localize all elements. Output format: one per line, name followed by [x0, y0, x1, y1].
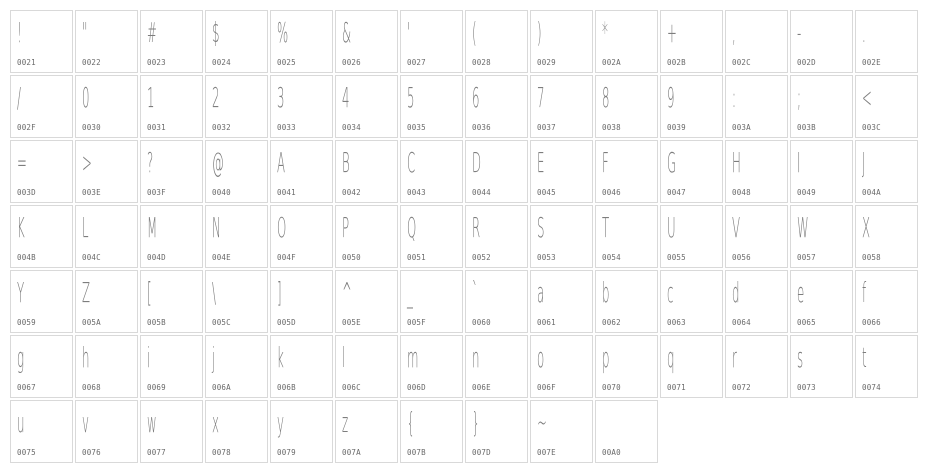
glyph-character: _ — [407, 276, 413, 309]
glyph-character: J — [862, 146, 866, 179]
glyph-character: 1 — [147, 81, 155, 114]
glyph-codepoint-label: 0043 — [407, 188, 426, 197]
glyph-character: 4 — [342, 81, 350, 114]
glyph-codepoint-label: 0064 — [732, 318, 751, 327]
glyph-character: U — [667, 211, 676, 244]
glyph-codepoint-label: 0074 — [862, 383, 881, 392]
glyph-codepoint-label: 0077 — [147, 448, 166, 457]
glyph-codepoint-label: 0031 — [147, 123, 166, 132]
glyph-character: F — [602, 146, 609, 179]
glyph-cell[interactable] — [595, 140, 658, 203]
glyph-codepoint-label: 003C — [862, 123, 881, 132]
glyph-character: = — [17, 146, 27, 179]
glyph-cell[interactable] — [725, 205, 788, 268]
glyph-character: y — [277, 406, 284, 439]
glyph-character: Q — [407, 211, 417, 244]
glyph-codepoint-label: 006C — [342, 383, 361, 392]
glyph-character: k — [277, 341, 284, 374]
glyph-codepoint-label: 006F — [537, 383, 556, 392]
glyph-codepoint-label: 002F — [17, 123, 36, 132]
glyph-codepoint-label: 0075 — [17, 448, 36, 457]
glyph-cell[interactable] — [855, 75, 918, 138]
glyph-character: ? — [147, 146, 154, 179]
glyph-codepoint-label: 003D — [17, 188, 36, 197]
glyph-codepoint-label: 0039 — [667, 123, 686, 132]
glyph-cell[interactable] — [335, 140, 398, 203]
glyph-cell[interactable] — [530, 335, 593, 398]
glyph-character: S — [537, 211, 545, 244]
glyph-character: c — [667, 276, 674, 309]
glyph-character: " — [82, 16, 88, 49]
glyph-character: 3 — [277, 81, 285, 114]
glyph-cell[interactable] — [855, 335, 918, 398]
glyph-character: V — [732, 211, 741, 244]
glyph-cell[interactable] — [140, 400, 203, 463]
glyph-character: : — [732, 81, 736, 114]
glyph-character: W — [797, 211, 809, 244]
glyph-codepoint-label: 007E — [537, 448, 556, 457]
glyph-codepoint-label: 0037 — [537, 123, 556, 132]
glyph-cell[interactable] — [10, 75, 73, 138]
glyph-codepoint-label: 0051 — [407, 253, 426, 262]
glyph-codepoint-label: 003B — [797, 123, 816, 132]
glyph-codepoint-label: 0050 — [342, 253, 361, 262]
glyph-cell[interactable] — [270, 10, 333, 73]
glyph-cell[interactable] — [660, 270, 723, 333]
glyph-character: T — [602, 211, 610, 244]
glyph-cell[interactable] — [465, 335, 528, 398]
glyph-character: 0 — [82, 81, 90, 114]
glyph-character: ' — [407, 16, 411, 49]
glyph-codepoint-label: 0073 — [797, 383, 816, 392]
glyph-character: e — [797, 276, 805, 309]
glyph-codepoint-label: 0029 — [537, 58, 556, 67]
glyph-codepoint-label: 002A — [602, 58, 621, 67]
glyph-cell[interactable] — [530, 400, 593, 463]
glyph-character: q — [667, 341, 675, 374]
glyph-cell[interactable] — [140, 75, 203, 138]
glyph-codepoint-label: 0066 — [862, 318, 881, 327]
glyph-cell[interactable] — [595, 75, 658, 138]
glyph-character: ( — [472, 16, 477, 49]
glyph-cell[interactable] — [270, 335, 333, 398]
glyph-character: G — [667, 146, 677, 179]
glyph-character: x — [212, 406, 219, 439]
glyph-cell[interactable] — [205, 400, 268, 463]
glyph-character: ! — [17, 16, 22, 49]
glyph-cell[interactable] — [530, 270, 593, 333]
glyph-codepoint-label: 0053 — [537, 253, 556, 262]
glyph-codepoint-label: 0048 — [732, 188, 751, 197]
glyph-character: C — [407, 146, 416, 179]
glyph-character: 9 — [667, 81, 675, 114]
glyph-character: % — [277, 16, 289, 49]
glyph-character: ` — [472, 276, 478, 309]
glyph-codepoint-label: 004D — [147, 253, 166, 262]
glyph-character: + — [667, 16, 677, 49]
glyph-cell[interactable] — [400, 75, 463, 138]
glyph-codepoint-label: 0023 — [147, 58, 166, 67]
glyph-codepoint-label: 0059 — [17, 318, 36, 327]
glyph-codepoint-label: 0041 — [277, 188, 296, 197]
glyph-cell[interactable] — [75, 335, 138, 398]
glyph-cell[interactable] — [75, 205, 138, 268]
glyph-codepoint-label: 0078 — [212, 448, 231, 457]
glyph-cell[interactable] — [595, 400, 658, 463]
glyph-codepoint-label: 0045 — [537, 188, 556, 197]
glyph-codepoint-label: 002C — [732, 58, 751, 67]
glyph-codepoint-label: 0022 — [82, 58, 101, 67]
glyph-character: ] — [277, 276, 282, 309]
glyph-codepoint-label: 0042 — [342, 188, 361, 197]
glyph-cell[interactable] — [75, 400, 138, 463]
glyph-cell[interactable] — [660, 140, 723, 203]
glyph-codepoint-label: 004C — [82, 253, 101, 262]
glyph-cell[interactable] — [790, 10, 853, 73]
glyph-character: u — [17, 406, 25, 439]
glyph-cell[interactable] — [790, 140, 853, 203]
glyph-codepoint-label: 0056 — [732, 253, 751, 262]
glyph-codepoint-label: 003F — [147, 188, 166, 197]
glyph-character: v — [82, 406, 89, 439]
glyph-codepoint-label: 004A — [862, 188, 881, 197]
glyph-codepoint-label: 0025 — [277, 58, 296, 67]
glyph-codepoint-label: 0076 — [82, 448, 101, 457]
glyph-codepoint-label: 0021 — [17, 58, 36, 67]
glyph-cell[interactable] — [790, 270, 853, 333]
glyph-character: 5 — [407, 81, 415, 114]
glyph-codepoint-label: 0028 — [472, 58, 491, 67]
glyph-character: [ — [147, 276, 152, 309]
glyph-character: b — [602, 276, 610, 309]
glyph-character: o — [537, 341, 545, 374]
glyph-character: , — [732, 16, 736, 49]
glyph-cell[interactable] — [725, 75, 788, 138]
glyph-cell[interactable] — [140, 335, 203, 398]
glyph-codepoint-label: 005B — [147, 318, 166, 327]
glyph-codepoint-label: 005C — [212, 318, 231, 327]
glyph-character: # — [147, 16, 157, 49]
glyph-character: * — [602, 16, 608, 49]
glyph-cell[interactable] — [855, 205, 918, 268]
glyph-cell[interactable] — [855, 270, 918, 333]
glyph-codepoint-label: 004E — [212, 253, 231, 262]
glyph-cell[interactable] — [855, 10, 918, 73]
glyph-codepoint-label: 0046 — [602, 188, 621, 197]
glyph-cell[interactable] — [140, 205, 203, 268]
glyph-cell[interactable] — [140, 10, 203, 73]
glyph-cell[interactable] — [595, 10, 658, 73]
glyph-cell[interactable] — [335, 400, 398, 463]
glyph-character: r — [732, 341, 737, 374]
glyph-grid — [10, 10, 922, 465]
glyph-character: & — [342, 16, 352, 49]
glyph-codepoint-label: 0038 — [602, 123, 621, 132]
glyph-codepoint-label: 005F — [407, 318, 426, 327]
glyph-character: h — [82, 341, 90, 374]
glyph-codepoint-label: 0062 — [602, 318, 621, 327]
glyph-codepoint-label: 004F — [277, 253, 296, 262]
glyph-character: / — [17, 81, 21, 114]
glyph-character: { — [407, 406, 415, 439]
glyph-cell[interactable] — [530, 140, 593, 203]
glyph-cell[interactable] — [790, 335, 853, 398]
glyph-character: D — [472, 146, 482, 179]
glyph-codepoint-label: 0040 — [212, 188, 231, 197]
glyph-cell[interactable] — [205, 75, 268, 138]
glyph-character: M — [147, 211, 158, 244]
glyph-character: 6 — [472, 81, 480, 114]
glyph-codepoint-label: 0026 — [342, 58, 361, 67]
glyph-character: Z — [82, 276, 91, 309]
glyph-character: $ — [212, 16, 220, 49]
glyph-character: . — [862, 16, 866, 49]
glyph-character: ) — [537, 16, 542, 49]
glyph-character: g — [17, 341, 25, 374]
glyph-character: n — [472, 341, 480, 374]
glyph-codepoint-label: 003E — [82, 188, 101, 197]
glyph-codepoint-label: 0065 — [797, 318, 816, 327]
glyph-cell[interactable] — [855, 140, 918, 203]
glyph-cell[interactable] — [400, 205, 463, 268]
glyph-cell[interactable] — [335, 205, 398, 268]
glyph-character: s — [797, 341, 804, 374]
glyph-codepoint-label: 006A — [212, 383, 231, 392]
glyph-cell[interactable] — [660, 10, 723, 73]
glyph-cell[interactable] — [465, 75, 528, 138]
glyph-cell[interactable] — [270, 140, 333, 203]
glyph-cell[interactable] — [270, 75, 333, 138]
glyph-codepoint-label: 0057 — [797, 253, 816, 262]
glyph-cell[interactable] — [595, 270, 658, 333]
glyph-cell[interactable] — [790, 205, 853, 268]
glyph-cell[interactable] — [205, 140, 268, 203]
glyph-cell[interactable] — [205, 335, 268, 398]
glyph-cell[interactable] — [335, 75, 398, 138]
glyph-character: O — [277, 211, 287, 244]
glyph-codepoint-label: 0063 — [667, 318, 686, 327]
glyph-codepoint-label: 0036 — [472, 123, 491, 132]
glyph-codepoint-label: 007D — [472, 448, 491, 457]
glyph-cell[interactable] — [10, 10, 73, 73]
glyph-codepoint-label: 002D — [797, 58, 816, 67]
glyph-character: I — [797, 146, 801, 179]
glyph-cell[interactable] — [465, 140, 528, 203]
glyph-codepoint-label: 0079 — [277, 448, 296, 457]
glyph-character: P — [342, 211, 350, 244]
glyph-character: m — [407, 341, 419, 374]
glyph-character: N — [212, 211, 221, 244]
glyph-cell[interactable] — [270, 205, 333, 268]
glyph-cell[interactable] — [660, 205, 723, 268]
glyph-character: H — [732, 146, 741, 179]
glyph-character: @ — [212, 146, 224, 179]
glyph-codepoint-label: 007A — [342, 448, 361, 457]
glyph-codepoint-label: 0033 — [277, 123, 296, 132]
glyph-character: j — [212, 341, 216, 374]
glyph-character: w — [147, 406, 157, 439]
glyph-codepoint-label: 0054 — [602, 253, 621, 262]
glyph-codepoint-label: 0047 — [667, 188, 686, 197]
glyph-cell[interactable] — [530, 205, 593, 268]
glyph-character: i — [147, 341, 151, 374]
glyph-character: d — [732, 276, 740, 309]
glyph-codepoint-label: 0070 — [602, 383, 621, 392]
glyph-cell[interactable] — [335, 270, 398, 333]
glyph-character: \ — [212, 276, 216, 309]
glyph-codepoint-label: 0069 — [147, 383, 166, 392]
glyph-cell[interactable] — [10, 205, 73, 268]
glyph-codepoint-label: 005A — [82, 318, 101, 327]
glyph-codepoint-label: 0067 — [17, 383, 36, 392]
glyph-codepoint-label: 0071 — [667, 383, 686, 392]
glyph-cell[interactable] — [400, 400, 463, 463]
glyph-cell[interactable] — [725, 335, 788, 398]
glyph-cell[interactable] — [660, 335, 723, 398]
glyph-character: ~ — [537, 406, 547, 439]
glyph-character: > — [82, 146, 92, 179]
glyph-codepoint-label: 0061 — [537, 318, 556, 327]
glyph-character: f — [862, 276, 867, 309]
glyph-cell[interactable] — [10, 400, 73, 463]
glyph-character: t — [862, 341, 867, 374]
glyph-cell[interactable] — [400, 270, 463, 333]
glyph-codepoint-label: 0055 — [667, 253, 686, 262]
glyph-codepoint-label: 0072 — [732, 383, 751, 392]
glyph-codepoint-label: 00A0 — [602, 448, 621, 457]
glyph-character: R — [472, 211, 481, 244]
glyph-character: 8 — [602, 81, 610, 114]
glyph-cell[interactable] — [465, 205, 528, 268]
glyph-codepoint-label: 0060 — [472, 318, 491, 327]
glyph-codepoint-label: 005E — [342, 318, 361, 327]
glyph-codepoint-label: 003A — [732, 123, 751, 132]
glyph-character: B — [342, 146, 350, 179]
glyph-cell[interactable] — [595, 205, 658, 268]
glyph-character: a — [537, 276, 545, 309]
glyph-codepoint-label: 0049 — [797, 188, 816, 197]
glyph-character: Y — [17, 276, 25, 309]
glyph-codepoint-label: 0030 — [82, 123, 101, 132]
glyph-cell[interactable] — [10, 140, 73, 203]
glyph-cell[interactable] — [140, 270, 203, 333]
glyph-cell[interactable] — [725, 270, 788, 333]
glyph-cell[interactable] — [465, 400, 528, 463]
glyph-codepoint-label: 0032 — [212, 123, 231, 132]
glyph-cell[interactable] — [465, 10, 528, 73]
glyph-codepoint-label: 0035 — [407, 123, 426, 132]
glyph-cell[interactable] — [10, 335, 73, 398]
glyph-cell[interactable] — [335, 335, 398, 398]
glyph-character: E — [537, 146, 545, 179]
glyph-codepoint-label: 0034 — [342, 123, 361, 132]
glyph-codepoint-label: 0027 — [407, 58, 426, 67]
glyph-cell[interactable] — [75, 270, 138, 333]
glyph-character: < — [862, 81, 872, 114]
glyph-cell[interactable] — [270, 270, 333, 333]
glyph-cell[interactable] — [595, 335, 658, 398]
glyph-cell[interactable] — [205, 270, 268, 333]
glyph-character: ^ — [342, 276, 352, 309]
glyph-cell[interactable] — [465, 270, 528, 333]
glyph-character: } — [472, 406, 480, 439]
glyph-character: L — [82, 211, 89, 244]
glyph-codepoint-label: 0058 — [862, 253, 881, 262]
glyph-character: ; — [797, 81, 801, 114]
glyph-cell[interactable] — [75, 10, 138, 73]
glyph-cell[interactable] — [270, 400, 333, 463]
glyph-character: l — [342, 341, 346, 374]
glyph-cell[interactable] — [10, 270, 73, 333]
glyph-cell[interactable] — [400, 140, 463, 203]
glyph-character: z — [342, 406, 349, 439]
glyph-codepoint-label: 006D — [407, 383, 426, 392]
glyph-cell[interactable] — [75, 75, 138, 138]
glyph-codepoint-label: 0024 — [212, 58, 231, 67]
glyph-cell[interactable] — [205, 205, 268, 268]
glyph-character: 2 — [212, 81, 220, 114]
glyph-codepoint-label: 002E — [862, 58, 881, 67]
glyph-character: - — [797, 16, 802, 49]
glyph-cell[interactable] — [205, 10, 268, 73]
glyph-codepoint-label: 0068 — [82, 383, 101, 392]
glyph-codepoint-label: 0052 — [472, 253, 491, 262]
glyph-cell[interactable] — [400, 335, 463, 398]
glyph-character: K — [17, 211, 25, 244]
glyph-cell[interactable] — [790, 75, 853, 138]
glyph-codepoint-label: 004B — [17, 253, 36, 262]
glyph-codepoint-label: 007B — [407, 448, 426, 457]
glyph-character: X — [862, 211, 871, 244]
glyph-cell[interactable] — [530, 10, 593, 73]
glyph-cell[interactable] — [75, 140, 138, 203]
glyph-cell[interactable] — [140, 140, 203, 203]
glyph-codepoint-label: 006E — [472, 383, 491, 392]
glyph-cell[interactable] — [660, 75, 723, 138]
glyph-cell[interactable] — [725, 140, 788, 203]
glyph-codepoint-label: 0044 — [472, 188, 491, 197]
glyph-cell[interactable] — [530, 75, 593, 138]
glyph-codepoint-label: 002B — [667, 58, 686, 67]
glyph-character: A — [277, 146, 286, 179]
glyph-character: p — [602, 341, 610, 374]
glyph-cell[interactable] — [400, 10, 463, 73]
glyph-cell[interactable] — [725, 10, 788, 73]
glyph-codepoint-label: 005D — [277, 318, 296, 327]
glyph-codepoint-label: 006B — [277, 383, 296, 392]
glyph-character: 7 — [537, 81, 545, 114]
glyph-cell[interactable] — [335, 10, 398, 73]
